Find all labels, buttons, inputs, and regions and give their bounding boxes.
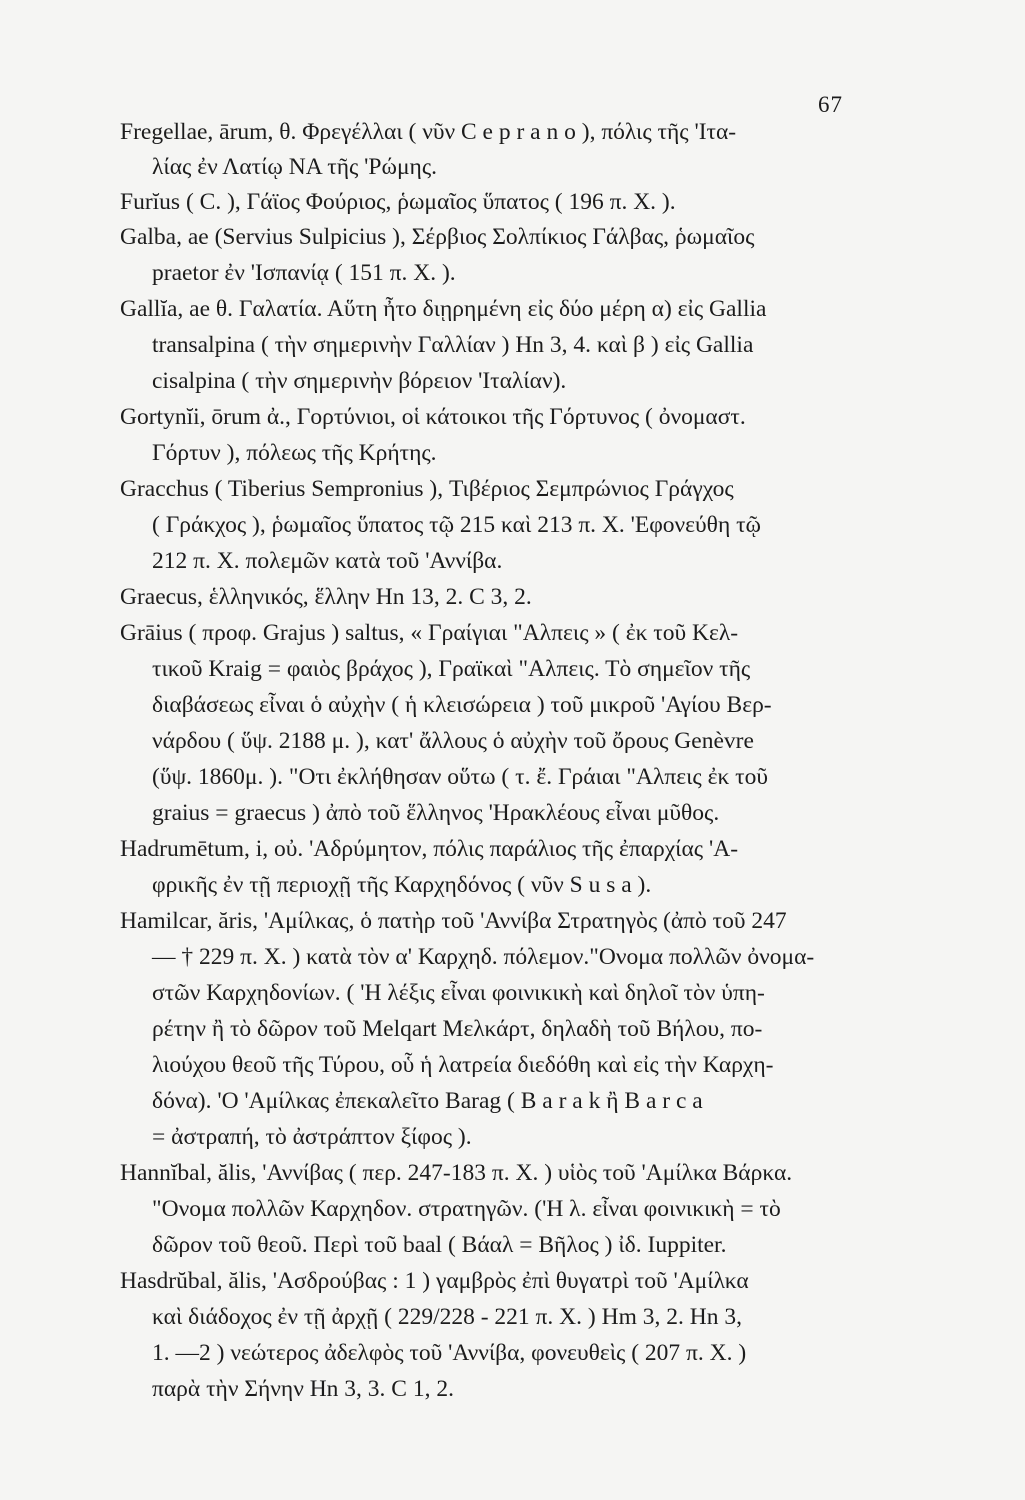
- entry-line: ( Γράκχος ), ῥωμαῖος ὕπατος τῷ 215 καὶ 213 π. Χ. 'Εφονεύθη τῷ: [152, 512, 762, 538]
- entry-line: ρέτην ἢ τὸ δῶρον τοῦ Melqart Μελκάρτ, δηλαδὴ τοῦ Βήλου, πο-: [152, 1016, 763, 1042]
- entry-line: graius = graecus ) ἀπὸ τοῦ ἕλληνος 'Ηρακλέους εἶναι μῦθος.: [152, 800, 720, 826]
- entry-line: δῶρον τοῦ θεοῦ. Περὶ τοῦ baal ( Βάαλ = Βῆλος ) ἰδ. Iuppiter.: [152, 1232, 727, 1258]
- entry-line: = ἀστραπή, τὸ ἀστράπτον ξίφος ).: [152, 1124, 472, 1150]
- entry-line: cisalpina ( τὴν σημερινὴν βόρειον 'Ιταλίαν).: [152, 368, 567, 394]
- entry-line: 1. —2 ) νεώτερος ἀδελφὸς τοῦ 'Αννίβα, φονευθεὶς ( 207 π. Χ. ): [152, 1340, 747, 1366]
- entry-line: παρὰ τὴν Σήνην Hn 3, 3. C 1, 2.: [152, 1376, 454, 1402]
- entry-line: Fregellae, ārum, θ. Φρεγέλλαι ( νῦν C e p r a n o ), πόλις τῆς 'Ιτα-: [120, 119, 737, 145]
- entry-line: λιούχου θεοῦ τῆς Τύρου, οὗ ἡ λατρεία διεδόθη καὶ εἰς τὴν Καρχη-: [152, 1052, 774, 1078]
- entry-line: "Ονομα πολλῶν Καρχηδον. στρατηγῶν. ('Η λ. εἶναι φοινικικὴ = τὸ: [152, 1196, 781, 1222]
- entry-line: 212 π. Χ. πολεμῶν κατὰ τοῦ 'Αννίβα.: [152, 548, 503, 574]
- entry-line: καὶ διάδοχος ἐν τῇ ἀρχῇ ( 229/228 - 221 π. Χ. ) Hm 3, 2. Hn 3,: [152, 1304, 742, 1330]
- entry-line: Hamilcar, ăris, 'Αμίλκας, ὁ πατὴρ τοῦ 'Αννίβα Στρατηγὸς (ἀπὸ τοῦ 247: [120, 908, 787, 934]
- entry-line: νάρδου ( ὕψ. 2188 μ. ), κατ' ἄλλους ὁ αὐχὴν τοῦ ὄρους Genèvre: [152, 728, 754, 754]
- entry-line: Hadrumētum, i, οὐ. 'Αδρύμητον, πόλις παράλιος τῆς ἐπαρχίας 'Α-: [120, 836, 739, 862]
- entry-line: Furĭus ( C. ), Γάϊος Φούριος, ῥωμαῖος ὕπατος ( 196 π. Χ. ).: [120, 189, 676, 215]
- entry-line: στῶν Καρχηδονίων. ( 'Η λέξις εἶναι φοινικικὴ καὶ δηλοῖ τὸν ὑπη-: [152, 980, 765, 1006]
- entry-line: Gortynĭi, ōrum ἀ., Γορτύνιοι, οἱ κάτοικοι τῆς Γόρτυνος ( ὀνομαστ.: [120, 404, 746, 430]
- entry-line: Hannĭbal, ălis, 'Αννίβας ( περ. 247-183 π. Χ. ) υἱὸς τοῦ 'Αμίλκα Βάρκα.: [120, 1160, 793, 1186]
- entry-line: Gallĭa, ae θ. Γαλατία. Αὕτη ἦτο διῃρημένη εἰς δύο μέρη α) εἰς Gallia: [120, 296, 767, 322]
- entry-line: Galba, ae (Servius Sulpicius ), Σέρβιος Σολπίκιος Γάλβας, ῥωμαῖος: [120, 224, 755, 250]
- entry-line: Graecus, ἑλληνικός, ἕλλην Hn 13, 2. C 3, 2.: [120, 584, 532, 610]
- entry-line: (ὕψ. 1860μ. ). "Οτι ἐκλήθησαν οὕτω ( τ. ἔ. Γράιαι "Αλπεις ἐκ τοῦ: [152, 764, 769, 790]
- entry-line: transalpina ( τὴν σημερινὴν Γαλλίαν ) Hn 3, 4. καὶ β ) εἰς Gallia: [152, 332, 754, 358]
- entry-line: δόνα). 'Ο 'Αμίλκας ἐπεκαλεῖτο Barag ( B a r a k ἢ B a r c a: [152, 1088, 703, 1114]
- entry-line: Grāius ( προφ. Grajus ) saltus, « Γραίγιαι "Αλπεις » ( ἐκ τοῦ Κελ-: [120, 620, 739, 646]
- entry-line: Γόρτυν ), πόλεως τῆς Κρήτης.: [152, 440, 437, 466]
- entry-line: — † 229 π. Χ. ) κατὰ τὸν α' Καρχηδ. πόλεμον."Ονομα πολλῶν ὀνομα-: [152, 944, 815, 970]
- entry-line: λίας ἐν Λατίῳ ΝΑ τῆς 'Ρώμης.: [152, 154, 438, 180]
- entry-line: praetor ἐν 'Ισπανίᾳ ( 151 π. Χ. ).: [152, 260, 456, 286]
- entry-line: τικοῦ Kraig = φαιὸς βράχος ), Γραϊκαὶ "Αλπεις. Τὸ σημεῖον τῆς: [152, 656, 751, 682]
- entry-line: Gracchus ( Tiberius Sempronius ), Τιβέριος Σεμπρώνιος Γράγχος: [120, 476, 734, 502]
- entry-line: Hasdrŭbal, ălis, 'Ασδρούβας : 1 ) γαμβρὸς ἐπὶ θυγατρὶ τοῦ 'Αμίλκα: [120, 1268, 749, 1294]
- page-number: 67: [818, 92, 843, 117]
- entry-line: φρικῆς ἐν τῇ περιοχῇ τῆς Καρχηδόνος ( νῦν S u s a ).: [152, 872, 652, 898]
- entry-line: διαβάσεως εἶναι ὁ αὐχὴν ( ἡ κλεισώρεια ) τοῦ μικροῦ 'Αγίου Βερ-: [152, 692, 772, 718]
